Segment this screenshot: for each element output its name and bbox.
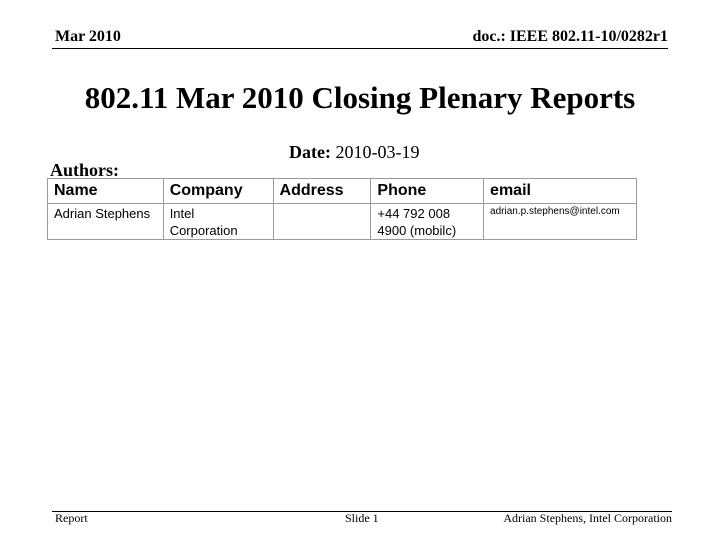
author-name: Adrian Stephens <box>48 204 164 240</box>
column-header-address: Address <box>273 179 371 204</box>
author-email[interactable]: adrian.p.stephens@intel.com <box>484 204 637 240</box>
header-doc-id: doc.: IEEE 802.11-10/0282r1 <box>472 28 668 45</box>
authors-table <box>47 178 637 240</box>
header-divider <box>52 48 668 49</box>
table-header-row <box>48 179 637 204</box>
header-date: Mar 2010 <box>55 28 121 45</box>
footer-author: Adrian Stephens, Intel Corporation <box>503 511 672 525</box>
column-header-phone: Phone <box>371 179 484 204</box>
column-header-name: Name <box>48 179 164 204</box>
footer-slide-number: Slide 1 <box>345 511 379 525</box>
author-phone-line-2: 4900 (mobilc) <box>377 223 457 238</box>
author-phone-line-1: +44 792 008 <box>377 206 451 221</box>
author-company-line-2: Corporation <box>169 223 238 238</box>
slide-title: 802.11 Mar 2010 Closing Plenary Reports <box>84 80 636 115</box>
date-value: 2010-03-19 <box>335 142 420 162</box>
column-header-email: email <box>484 179 637 204</box>
authors-label: Authors: <box>50 160 120 180</box>
column-header-company: Company <box>163 179 273 204</box>
author-company-line-1: Intel <box>169 206 195 221</box>
table-row <box>48 204 637 240</box>
author-address <box>273 204 371 240</box>
date-line <box>289 142 419 163</box>
author-company <box>163 204 273 240</box>
footer-left: Report <box>55 511 88 525</box>
date-label: Date: <box>289 142 331 162</box>
author-phone <box>371 204 484 240</box>
